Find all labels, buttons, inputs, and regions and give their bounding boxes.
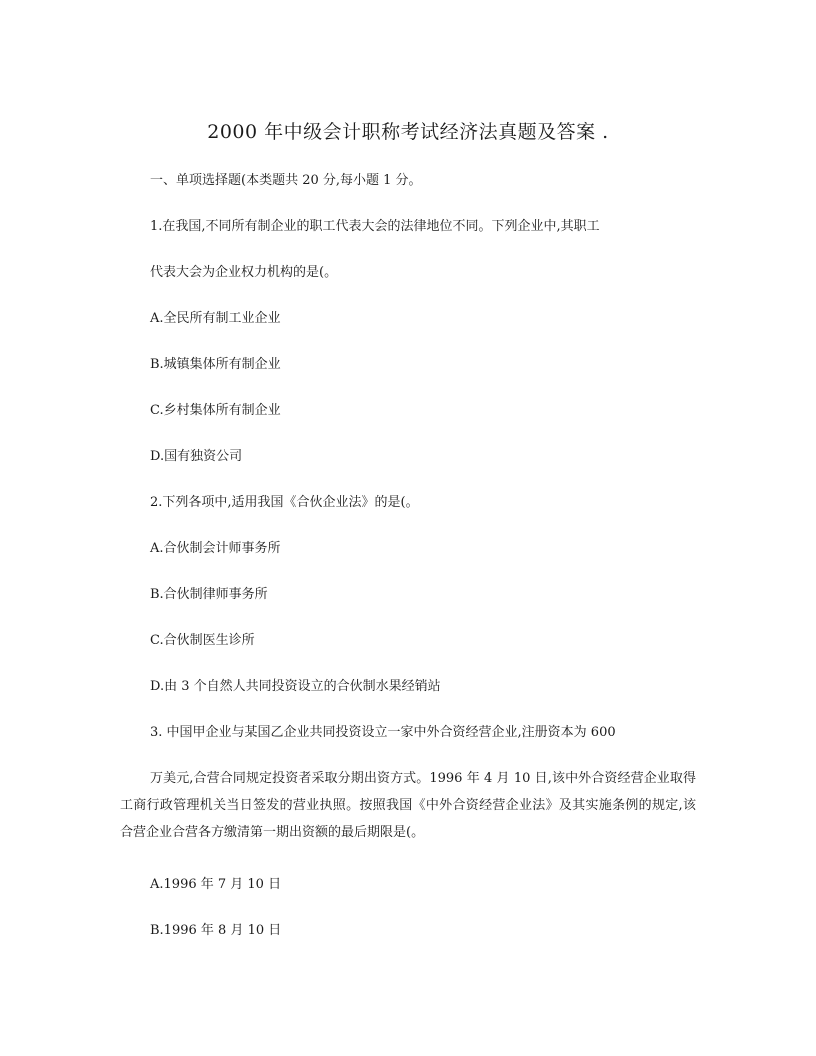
question-3-option-b: B.1996 年 8 月 10 日 xyxy=(150,923,282,938)
question-1-option-a: A.全民所有制工业企业 xyxy=(150,311,281,326)
question-3-stem-line-1: 3. 中国甲企业与某国乙企业共同投资设立一家中外合资经营企业,注册资本为 600 xyxy=(150,725,616,740)
question-3-option-a: A.1996 年 7 月 10 日 xyxy=(150,877,282,892)
question-2-stem: 2.下列各项中,适用我国《合伙企业法》的是(。 xyxy=(150,495,419,510)
document-title: 2000 年中级会计职称考试经济法真题及答案 . xyxy=(207,121,609,143)
question-1-option-c: C.乡村集体所有制企业 xyxy=(150,403,281,418)
question-1-option-b: B.城镇集体所有制企业 xyxy=(150,357,281,372)
question-1-stem-line-2: 代表大会为企业权力机构的是(。 xyxy=(150,265,338,280)
question-2-option-b: B.合伙制律师事务所 xyxy=(150,587,268,602)
question-2-option-a: A.合伙制会计师事务所 xyxy=(150,541,281,556)
question-2-option-d: D.由 3 个自然人共同投资设立的合伙制水果经销站 xyxy=(150,679,441,694)
question-1-stem-line-1: 1.在我国,不同所有制企业的职工代表大会的法律地位不同。下列企业中,其职工 xyxy=(150,219,600,234)
section-heading: 一、单项选择题(本类题共 20 分,每小题 1 分。 xyxy=(150,173,422,188)
question-2-option-c: C.合伙制医生诊所 xyxy=(150,633,255,648)
question-1-option-d: D.国有独资公司 xyxy=(150,449,243,464)
question-3-stem-paragraph: 万美元,合营合同规定投资者采取分期出资方式。1996 年 4 月 10 日,该中外合资经营企业取得工商行政管理机关当日签发的营业执照。按照我国《中外合资经营企业法》及其实施条例的规定,该合营企业合营各方缴清第一期出资额的最后期限是(。 xyxy=(120,771,696,840)
